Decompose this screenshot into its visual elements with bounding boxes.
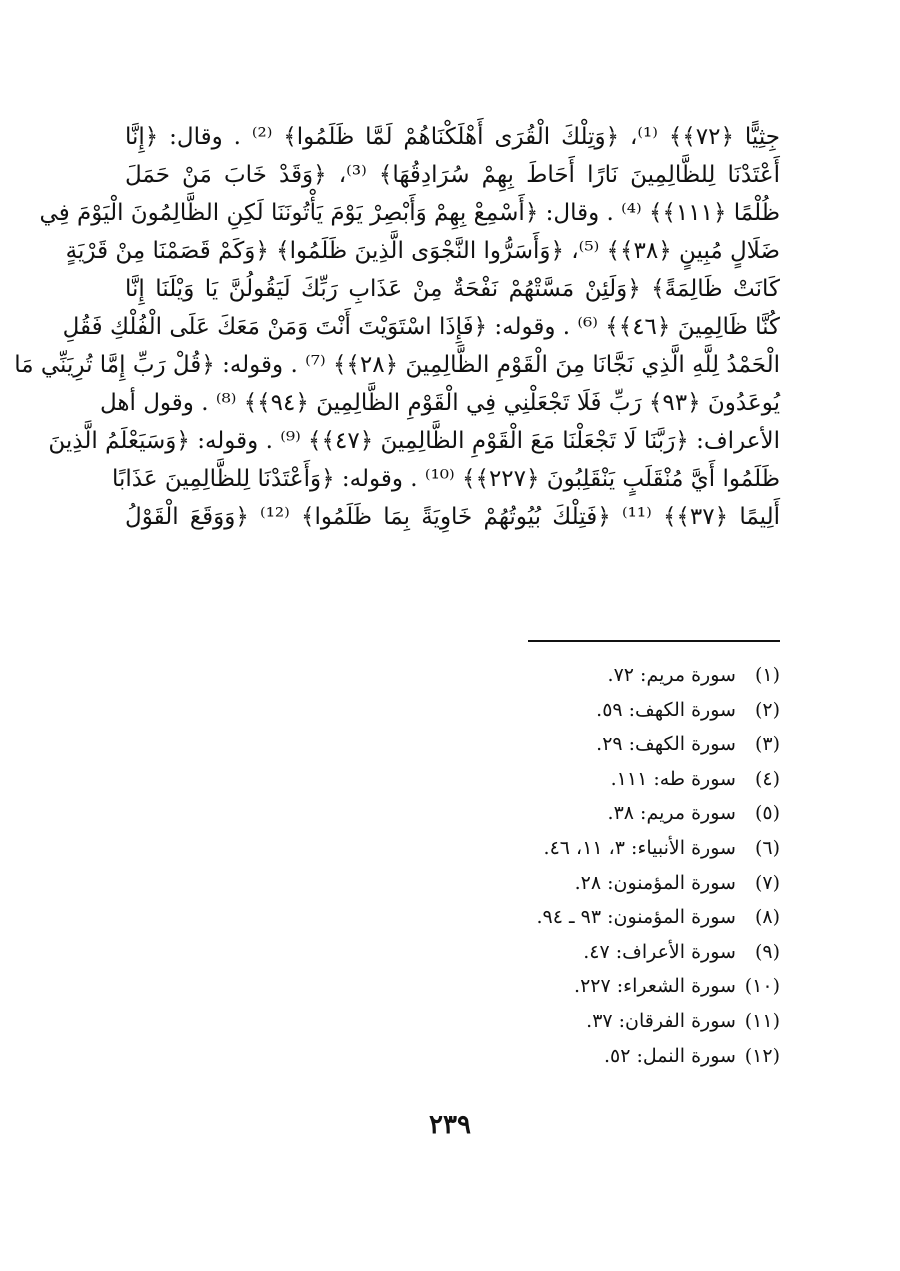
page-number: ٢٣٩ <box>429 1110 471 1140</box>
footnote-text: سورة الشعراء: ٢٢٧. <box>574 975 736 998</box>
main-text-block <box>14 118 781 536</box>
footnote-number: (٤) <box>754 767 780 790</box>
text-line: يُوعَدُونَ ﴿٩٣﴾ رَبِّ فَلَا تَجْعَلْنِي فِي الْقَوْمِ الظَّالِمِينَ ﴿٩٤﴾﴾ ⁽⁸⁾ . وقول أهل <box>99 390 780 416</box>
footnote-text: سورة النمل: ٥٢. <box>603 1044 736 1067</box>
footnote-number: (٩) <box>754 940 780 963</box>
text-line: الأعراف: ﴿رَبَّنَا لَا تَجْعَلْنَا مَعَ الْقَوْمِ الظَّالِمِينَ ﴿٤٧﴾﴾ ⁽⁹⁾ . وقوله: ﴿وَسَيَعْلَمُ الَّذِينَ <box>48 428 780 454</box>
footnote-text: سورة طه: ١١١. <box>610 767 736 790</box>
text-line: الْحَمْدُ لِلَّهِ الَّذِي نَجَّانَا مِنَ الْقَوْمِ الظَّالِمِينَ ﴿٢٨﴾﴾ ⁽⁷⁾ . وقوله: ﴿قُلْ رَبِّ إِمَّا تُرِيَنِّي مَا <box>14 352 780 378</box>
footnote-item <box>360 1004 780 1039</box>
footnote-item <box>360 762 780 797</box>
footnote-number: (٣) <box>754 733 780 756</box>
text-line: ظَلَمُوا أَيَّ مُنْقَلَبٍ يَنْقَلِبُونَ ﴿٢٢٧﴾﴾ ⁽¹⁰⁾ . وقوله: ﴿وَأَعْتَدْنَا لِلظَّالِمِينَ عَذَابًا <box>112 466 780 492</box>
footnote-number: (٨) <box>754 906 780 929</box>
footnote-item <box>360 900 780 935</box>
text-line: أَعْتَدْنَا لِلظَّالِمِينَ نَارًا أَحَاطَ بِهِمْ سُرَادِقُهَا﴾ ⁽³⁾، ﴿وَقَدْ خَابَ مَنْ حَمَلَ <box>125 162 780 188</box>
footnote-number: (٦) <box>754 836 780 859</box>
footnote-text: سورة مريم: ٧٢. <box>607 664 736 686</box>
footnote-item <box>360 727 780 762</box>
text-line: ضَلَالٍ مُبِينٍ ﴿٣٨﴾﴾ ⁽⁵⁾، ﴿وَأَسَرُّوا النَّجْوَى الَّذِينَ ظَلَمُوا﴾ ﴿وَكَمْ قَصَمْنَا مِنْ قَرْيَةٍ <box>65 238 780 264</box>
text-line: كَانَتْ ظَالِمَةً﴾ ﴿وَلَئِنْ مَسَّتْهُمْ نَفْحَةٌ مِنْ عَذَابِ رَبِّكَ لَيَقُولُنَّ يَا وَيْلَنَا إِنَّا <box>125 276 780 302</box>
footnote-number: (٢) <box>754 698 780 721</box>
footnote-number: (٥) <box>754 802 780 825</box>
footnotes-list <box>360 658 780 1073</box>
footnote-number: (١٠) <box>744 975 780 998</box>
footnote-item <box>360 969 780 1004</box>
footnote-text: سورة مريم: ٣٨. <box>607 802 736 825</box>
footnote-text: سورة المؤمنون: ٩٣ ـ ٩٤. <box>536 906 736 929</box>
footnote-item <box>360 796 780 831</box>
footnote-number: (١١) <box>744 1009 780 1032</box>
footnote-text: سورة المؤمنون: ٢٨. <box>574 871 736 894</box>
footnote-item <box>360 935 780 970</box>
text-line: كُنَّا ظَالِمِينَ ﴿٤٦﴾﴾ ⁽⁶⁾ . وقوله: ﴿فَإِذَا اسْتَوَيْتَ أَنْتَ وَمَنْ مَعَكَ عَلَى الْفُلْكِ فَقُلِ <box>62 314 780 340</box>
footnote-item <box>360 693 780 728</box>
footnote-text: سورة الفرقان: ٣٧. <box>586 1009 736 1032</box>
footnote-item <box>360 866 780 901</box>
text-line: ظُلْمًا ﴿١١١﴾﴾ ⁽⁴⁾ . وقال: ﴿أَسْمِعْ بِهِمْ وَأَبْصِرْ يَوْمَ يَأْتُونَنَا لَكِنِ الظَّالِمُونَ الْيَوْمَ فِي <box>39 200 780 226</box>
footnote-number: (١) <box>754 664 780 686</box>
footnote-text: سورة الأعراف: ٤٧. <box>583 940 736 963</box>
footnote-number: (١٢) <box>744 1044 780 1067</box>
footnote-separator <box>528 640 780 642</box>
footnote-item <box>360 831 780 866</box>
footnote-text: سورة الكهف: ٢٩. <box>596 733 736 756</box>
footnote-text: سورة الكهف: ٥٩. <box>596 698 736 721</box>
text-line: جِثِيًّا ﴿٧٢﴾﴾ ⁽¹⁾، ﴿وَتِلْكَ الْقُرَى أَهْلَكْنَاهُمْ لَمَّا ظَلَمُوا﴾ ⁽²⁾ . وقال: ﴿إِنَّا <box>125 124 780 150</box>
text-line: أَلِيمًا ﴿٣٧﴾﴾ ⁽¹¹⁾ ﴿فَتِلْكَ بُيُوتُهُمْ خَاوِيَةً بِمَا ظَلَمُوا﴾ ⁽¹²⁾ ﴿وَوَقَعَ الْقَوْلُ <box>125 504 781 530</box>
footnote-text: سورة الأنبياء: ٣، ١١، ٤٦. <box>543 836 736 859</box>
footnote-item <box>360 658 780 693</box>
footnote-item <box>360 1039 780 1074</box>
footnote-number: (٧) <box>754 871 780 894</box>
